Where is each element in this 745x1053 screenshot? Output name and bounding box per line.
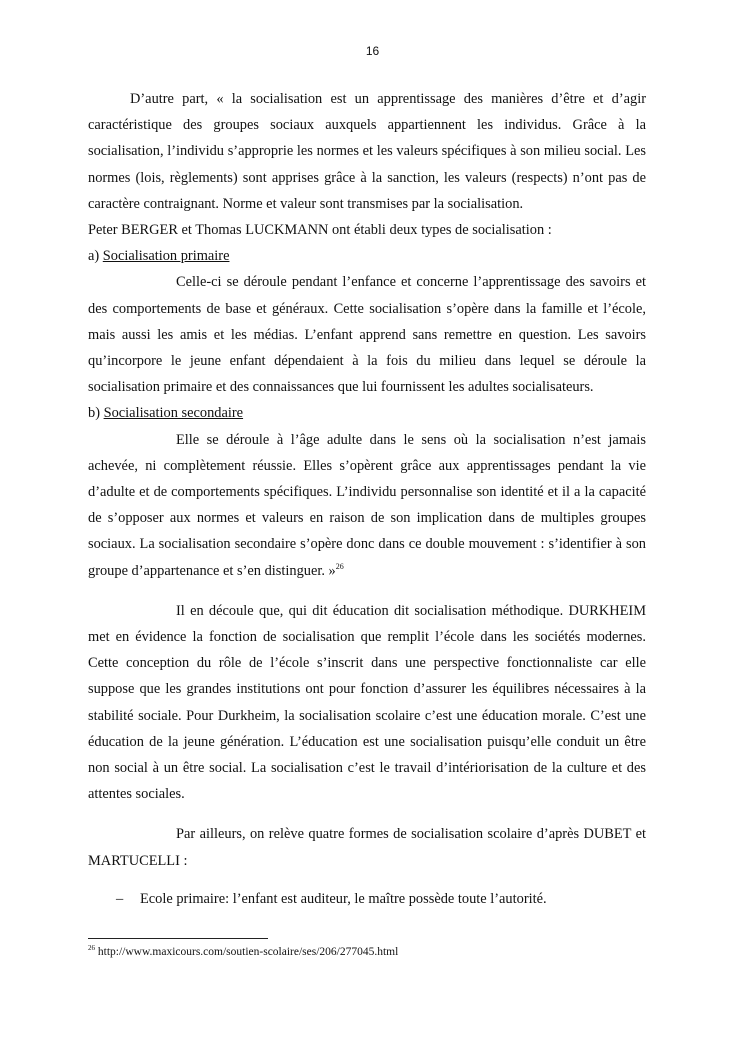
footnote-number: 26	[88, 944, 95, 952]
paragraph-durkheim: Il en découle que, qui dit éducation dit socialisation méthodique. DURKHEIM met en évidence la fonction de socialisation que remplit l’école dans les sociétés modernes. Cette conception du rôle de l’école s’inscrit dans une perspective fonctionnaliste car elle suppose que les grandes institutions ont pour fonction d’assurer les équilibres nécessaires à la stabilité sociale. Pour Durkheim, la socialisation scolaire c’est une éducation morale. C’est une éducation de la jeune génération. L’éducation est une socialisation puisqu’elle conduit un être non social à un être social. La socialisation c’est le travail d’intériorisation de la culture et des attentes sociales.	[88, 602, 646, 803]
paragraph-socialisation-definition: D’autre part, « la socialisation est un apprentissage des manières d’être et d’agir caractéristique des groupes sociaux auxquels appartiennent les individus. Grâce à la socialisation, l’individu s’approprie les normes et les valeurs spécifiques à son milieu social. Les normes (lois, règlements) sont apprises grâce à la sanction, les valeurs (respects) n’ont pas de caractère contraignant. Norme et valeur sont transmises par la socialisation.	[88, 91, 646, 212]
footnote	[88, 944, 398, 960]
paragraph-secondaire-text: Elle se déroule à l’âge adulte dans le sens où la socialisation n’est jamais achevée, ni complètement réussie. Elles s’opèrent grâce aux apprentissages pendant la vie d’adulte et de comportements spécifiques. L’individu personnalise son identité et il a la capacité de s’opposer aux normes et valeurs en raison de son implication dans de multiples groupes sociaux. La socialisation secondaire s’opère donc dans ce double mouvement : s’identifier à son groupe d’appartenance et s’en distinguer. »	[88, 431, 646, 579]
footnote-url[interactable]: http://www.maxicours.com/soutien-scolaire/ses/206/277045.html	[95, 946, 399, 958]
heading-socialisation-primaire	[88, 243, 646, 269]
heading-a-prefix: a)	[88, 248, 103, 265]
paragraph-berger-luckmann: Peter BERGER et Thomas LUCKMANN ont établi deux types de socialisation :	[88, 222, 552, 239]
footnote-divider	[88, 938, 268, 939]
page-number: 16	[365, 44, 380, 58]
heading-b-prefix: b)	[88, 405, 104, 422]
dash-bullet-icon: –	[116, 890, 124, 907]
list-item-text: Ecole primaire: l’enfant est auditeur, le maître possède toute l’autorité.	[140, 890, 547, 907]
heading-socialisation-secondaire	[88, 400, 646, 426]
footnote-reference[interactable]: 26	[335, 561, 344, 571]
paragraph-primaire: Celle-ci se déroule pendant l’enfance et concerne l’apprentissage des savoirs et des comportements de base et généraux. Cette socialisation s’opère dans la famille et l’école, mais aussi les amis et les médias. L’enfant apprend sans remettre en question. Les savoirs qu’incorpore le jeune enfant dépendaient à la fois du milieu dans lequel se déroule la socialisation primaire et des connaissances que lui fournissent les adultes socialisateurs.	[88, 274, 646, 396]
paragraph-secondaire	[88, 427, 646, 584]
list-item	[116, 886, 646, 912]
page-body	[88, 86, 646, 912]
heading-a-title: Socialisation primaire	[102, 248, 230, 265]
paragraph-dubet-martucelli: Par ailleurs, on relève quatre formes de socialisation scolaire d’après DUBET et MARTUCELLI :	[88, 826, 646, 869]
heading-b-title: Socialisation secondaire	[103, 405, 244, 422]
